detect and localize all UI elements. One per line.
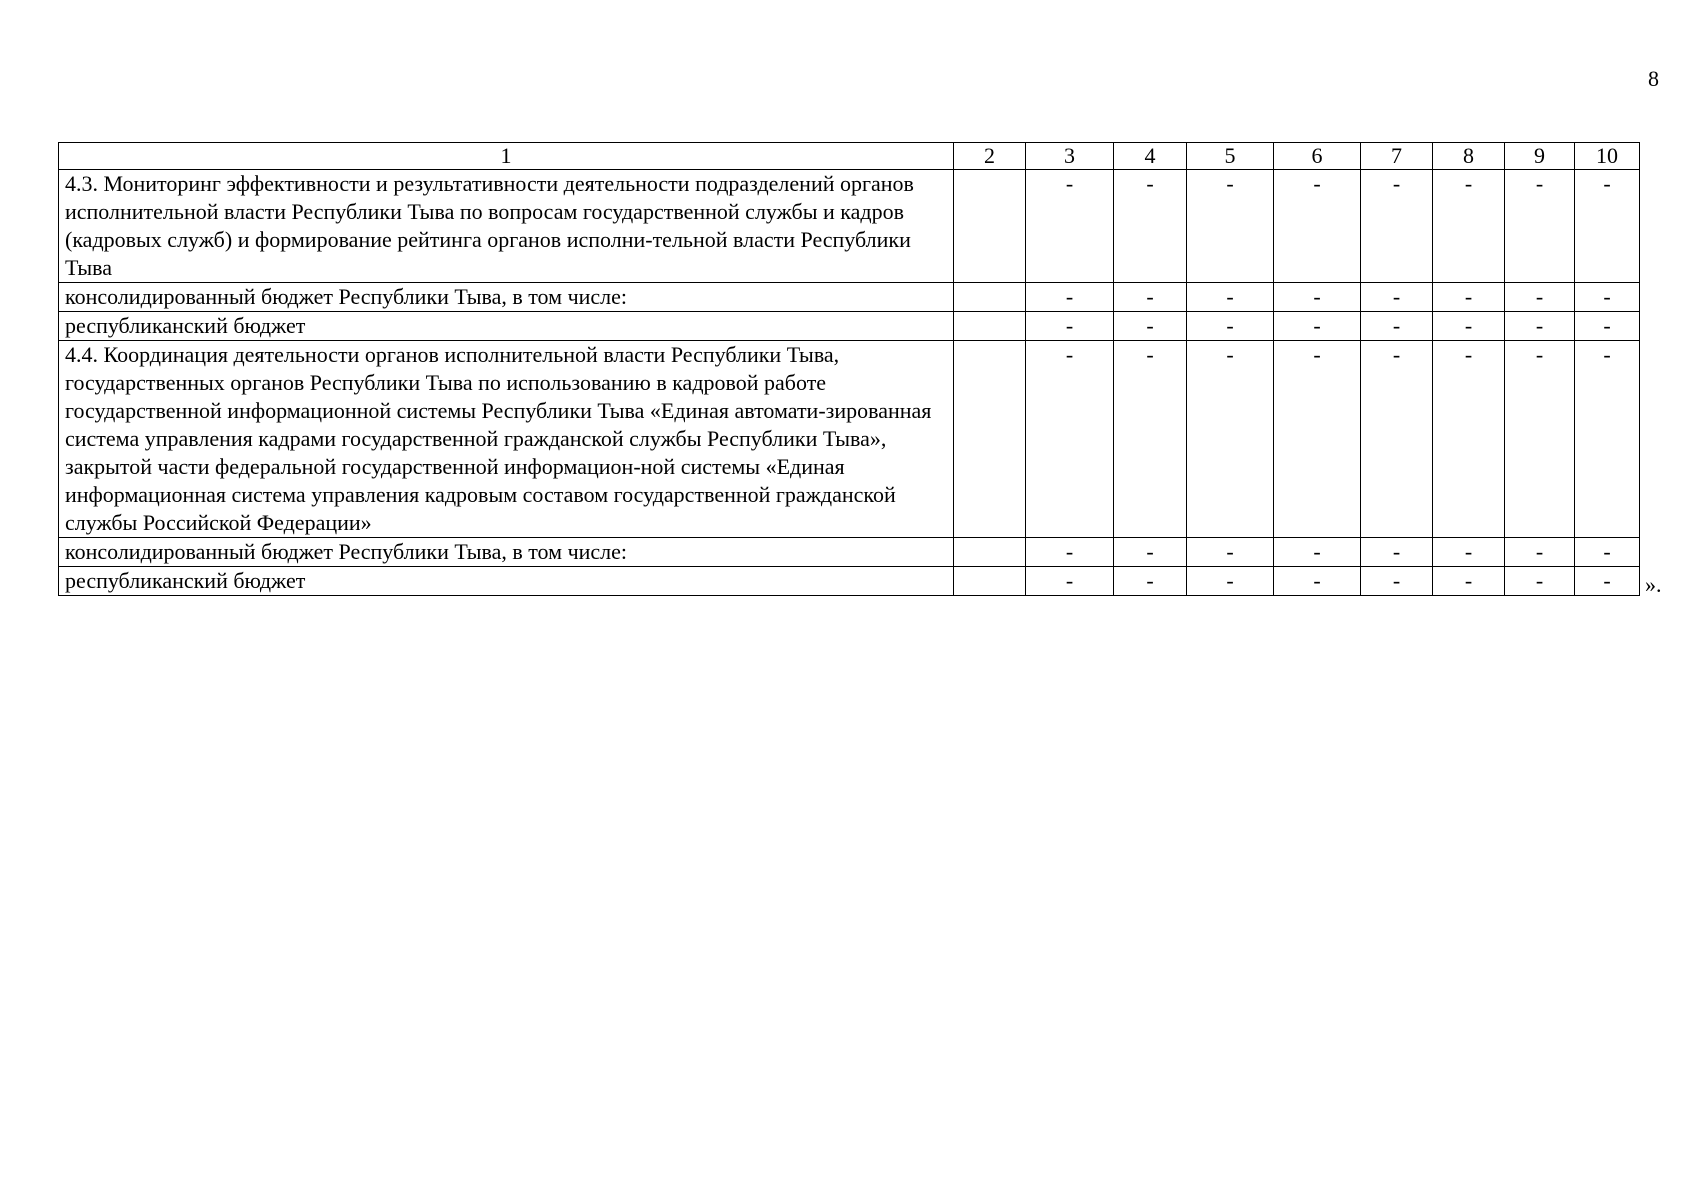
column-header: 10 bbox=[1575, 143, 1640, 170]
row-cell: - bbox=[1187, 567, 1274, 596]
row-cell: - bbox=[1361, 567, 1433, 596]
row-cell: - bbox=[1433, 567, 1505, 596]
row-cell: - bbox=[1187, 538, 1274, 567]
row-cell: - bbox=[1575, 567, 1640, 596]
row-cell: - bbox=[1274, 170, 1361, 283]
column-header: 8 bbox=[1433, 143, 1505, 170]
row-cell: - bbox=[1575, 312, 1640, 341]
row-cell: - bbox=[1114, 341, 1187, 538]
row-cell: - bbox=[1361, 312, 1433, 341]
row-cell: - bbox=[1274, 341, 1361, 538]
row-cell bbox=[954, 170, 1026, 283]
row-cell: - bbox=[1433, 538, 1505, 567]
table-row bbox=[59, 283, 1640, 312]
row-description: консолидированный бюджет Республики Тыва, в том числе: bbox=[59, 283, 954, 312]
row-cell: - bbox=[1361, 283, 1433, 312]
column-header: 1 bbox=[59, 143, 954, 170]
table-row bbox=[59, 312, 1640, 341]
budget-table bbox=[58, 142, 1640, 596]
closing-quote-mark: ». bbox=[1645, 572, 1662, 597]
row-cell bbox=[954, 341, 1026, 538]
row-cell bbox=[954, 312, 1026, 341]
row-cell: - bbox=[1114, 170, 1187, 283]
table-row bbox=[59, 538, 1640, 567]
row-description: консолидированный бюджет Республики Тыва, в том числе: bbox=[59, 538, 954, 567]
row-cell: - bbox=[1361, 341, 1433, 538]
row-cell: - bbox=[1114, 538, 1187, 567]
row-cell: - bbox=[1433, 312, 1505, 341]
column-header: 3 bbox=[1026, 143, 1114, 170]
row-cell: - bbox=[1187, 170, 1274, 283]
table-row bbox=[59, 567, 1640, 596]
row-description: республиканский бюджет bbox=[59, 312, 954, 341]
row-cell: - bbox=[1575, 341, 1640, 538]
page-number: 8 bbox=[1648, 66, 1659, 91]
row-description: республиканский бюджет bbox=[59, 567, 954, 596]
column-header: 9 bbox=[1505, 143, 1575, 170]
row-cell: - bbox=[1575, 283, 1640, 312]
row-cell: - bbox=[1274, 567, 1361, 596]
row-cell: - bbox=[1026, 312, 1114, 341]
row-cell: - bbox=[1505, 341, 1575, 538]
table-row bbox=[59, 170, 1640, 283]
row-cell: - bbox=[1187, 312, 1274, 341]
column-header: 2 bbox=[954, 143, 1026, 170]
row-cell: - bbox=[1505, 538, 1575, 567]
row-cell: - bbox=[1505, 283, 1575, 312]
row-cell: - bbox=[1026, 538, 1114, 567]
row-description: 4.3. Мониторинг эффективности и результативности деятельности подразделений органов исполнительной власти Республики Тыва по вопросам государственной службы и кадров (кадровых служб) и формирование рейтинга органов исполни-тельной власти Республики Тыва bbox=[59, 170, 954, 283]
row-cell: - bbox=[1187, 341, 1274, 538]
row-cell: - bbox=[1114, 567, 1187, 596]
row-cell: - bbox=[1187, 283, 1274, 312]
row-cell: - bbox=[1026, 567, 1114, 596]
column-header: 4 bbox=[1114, 143, 1187, 170]
row-cell bbox=[954, 538, 1026, 567]
row-cell: - bbox=[1114, 312, 1187, 341]
row-cell: - bbox=[1274, 283, 1361, 312]
column-header: 7 bbox=[1361, 143, 1433, 170]
table-row bbox=[59, 341, 1640, 538]
row-cell: - bbox=[1575, 538, 1640, 567]
row-cell: - bbox=[1026, 283, 1114, 312]
row-cell: - bbox=[1433, 341, 1505, 538]
column-header: 5 bbox=[1187, 143, 1274, 170]
row-cell: - bbox=[1274, 312, 1361, 341]
row-cell: - bbox=[1274, 538, 1361, 567]
row-cell: - bbox=[1361, 170, 1433, 283]
row-cell: - bbox=[1026, 170, 1114, 283]
row-cell: - bbox=[1433, 170, 1505, 283]
row-cell bbox=[954, 283, 1026, 312]
row-cell: - bbox=[1361, 538, 1433, 567]
row-cell: - bbox=[1575, 170, 1640, 283]
row-cell: - bbox=[1026, 341, 1114, 538]
row-description: 4.4. Координация деятельности органов исполнительной власти Республики Тыва, государственных органов Республики Тыва по использованию в кадровой работе государственной информационной системы Республики Тыва «Единая автомати-зированная система управления кадрами государственной гражданской службы Республики Тыва», закрытой части федеральной государственной информацион-ной системы «Единая информационная система управления кадровым составом государственной гражданской службы Российской Федерации» bbox=[59, 341, 954, 538]
row-cell: - bbox=[1505, 312, 1575, 341]
row-cell: - bbox=[1433, 283, 1505, 312]
table-header-row bbox=[59, 143, 1640, 170]
row-cell: - bbox=[1114, 283, 1187, 312]
row-cell: - bbox=[1505, 170, 1575, 283]
row-cell bbox=[954, 567, 1026, 596]
column-header: 6 bbox=[1274, 143, 1361, 170]
row-cell: - bbox=[1505, 567, 1575, 596]
